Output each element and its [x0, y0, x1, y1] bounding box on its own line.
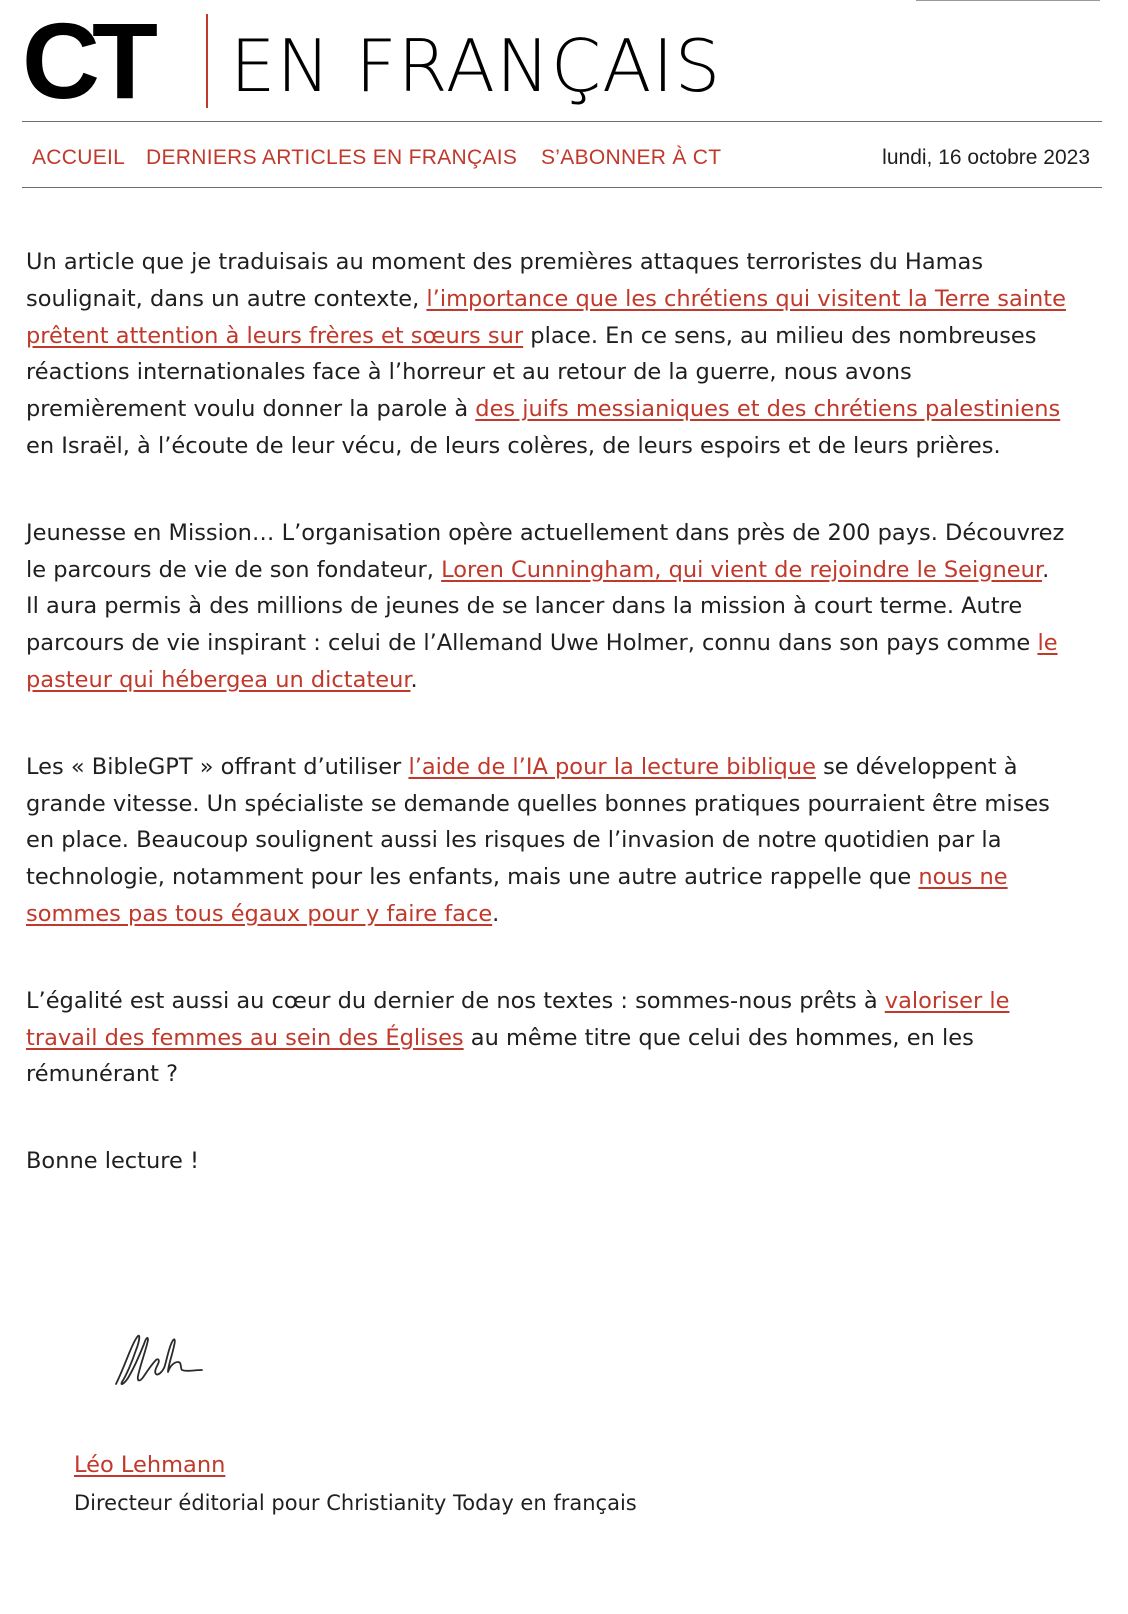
author-role: Directeur éditorial pour Christianity Today en français	[74, 1491, 637, 1515]
paragraph-2	[26, 515, 1068, 699]
paragraph-3	[26, 749, 1068, 933]
nav-item-accueil[interactable]: ACCUEIL	[32, 146, 126, 169]
masthead	[22, 0, 1102, 121]
paragraph-text: au même titre que celui des hommes, en les rémunérant ?	[26, 1024, 974, 1088]
nav-bar	[22, 140, 1102, 176]
article-link-egaux-technologie[interactable]: nous ne sommes pas tous égaux pour y faire face	[26, 864, 1008, 927]
ct-logo[interactable]: CT	[22, 0, 150, 121]
paragraph-text: L’égalité est aussi au cœur du dernier de nos textes : sommes-nous prêts à	[26, 987, 885, 1014]
paragraph-text: en Israël, à l’écoute de leur vécu, de leurs colères, de leurs espoirs et de leurs prières.	[26, 432, 1001, 459]
logo-divider	[206, 14, 208, 108]
paragraph-1	[26, 244, 1068, 465]
article-link-terre-sainte[interactable]: l’importance que les chrétiens qui visitent la Terre sainte prêtent attention à leurs frères et sœurs sur	[26, 285, 1066, 349]
article-link-pasteur-dictateur[interactable]: le pasteur qui hébergea un dictateur	[26, 630, 1058, 693]
paragraph-text: Jeunesse en Mission… L’organisation opère actuellement dans près de 200 pays. Découvrez le parcours de vie de son fondateur,	[26, 519, 1065, 583]
paragraph-text: .	[492, 900, 500, 927]
paragraph-text: se développent à grande vitesse. Un spécialiste se demande quelles bonnes pratiques pourraient être mises en place. Beaucoup soulignent aussi les risques de l’invasion de notre quotidien par la technologie, notamment pour les enfants, mais une autre autrice rappelle que	[26, 753, 1050, 891]
author-name-link[interactable]: Léo Lehmann	[74, 1452, 226, 1478]
newsletter-body	[26, 244, 1068, 1230]
article-link-loren-cunningham[interactable]: Loren Cunningham, qui vient de rejoindre le Seigneur	[441, 556, 1043, 583]
header-rule-top	[22, 121, 1102, 122]
author-block	[74, 1447, 225, 1483]
issue-date: lundi, 16 octobre 2023	[882, 146, 1090, 169]
paragraph-text: .	[410, 666, 418, 693]
masthead-title: EN FRANÇAIS	[230, 24, 722, 108]
paragraph-4	[26, 983, 1068, 1093]
header-rule-bottom	[22, 187, 1102, 188]
signature-image	[110, 1326, 210, 1390]
nav-item-derniers-articles[interactable]: DERNIERS ARTICLES EN FRANÇAIS	[146, 146, 518, 169]
paragraph-text: . Il aura permis à des millions de jeunes de se lancer dans la mission à court terme. Autre parcours de vie inspirant : celui de l’Allemand Uwe Holmer, connu dans son pays comme	[26, 556, 1050, 657]
top-divider	[916, 0, 1100, 1]
closing-line: Bonne lecture !	[26, 1148, 200, 1175]
paragraph-text: Un article que je traduisais au moment des premières attaques terroristes du Hamas soulignait, dans un autre contexte,	[26, 249, 984, 312]
article-link-juifs-messianiques[interactable]: des juifs messianiques et des chrétiens palestiniens	[475, 396, 1061, 423]
paragraph-text: Les « BibleGPT » offrant d’utiliser	[26, 753, 409, 780]
nav-item-sabonner[interactable]: S’ABONNER À CT	[541, 146, 722, 169]
article-link-ia-lecture-biblique[interactable]: l’aide de l’IA pour la lecture biblique	[408, 753, 816, 780]
paragraph-text: place. En ce sens, au milieu des nombreuses réactions internationales face à l’horreur et au retour de la guerre, nous avons premièrement voulu donner la parole à	[26, 322, 1037, 423]
article-link-travail-femmes[interactable]: valoriser le travail des femmes au sein des Églises	[26, 987, 1010, 1051]
